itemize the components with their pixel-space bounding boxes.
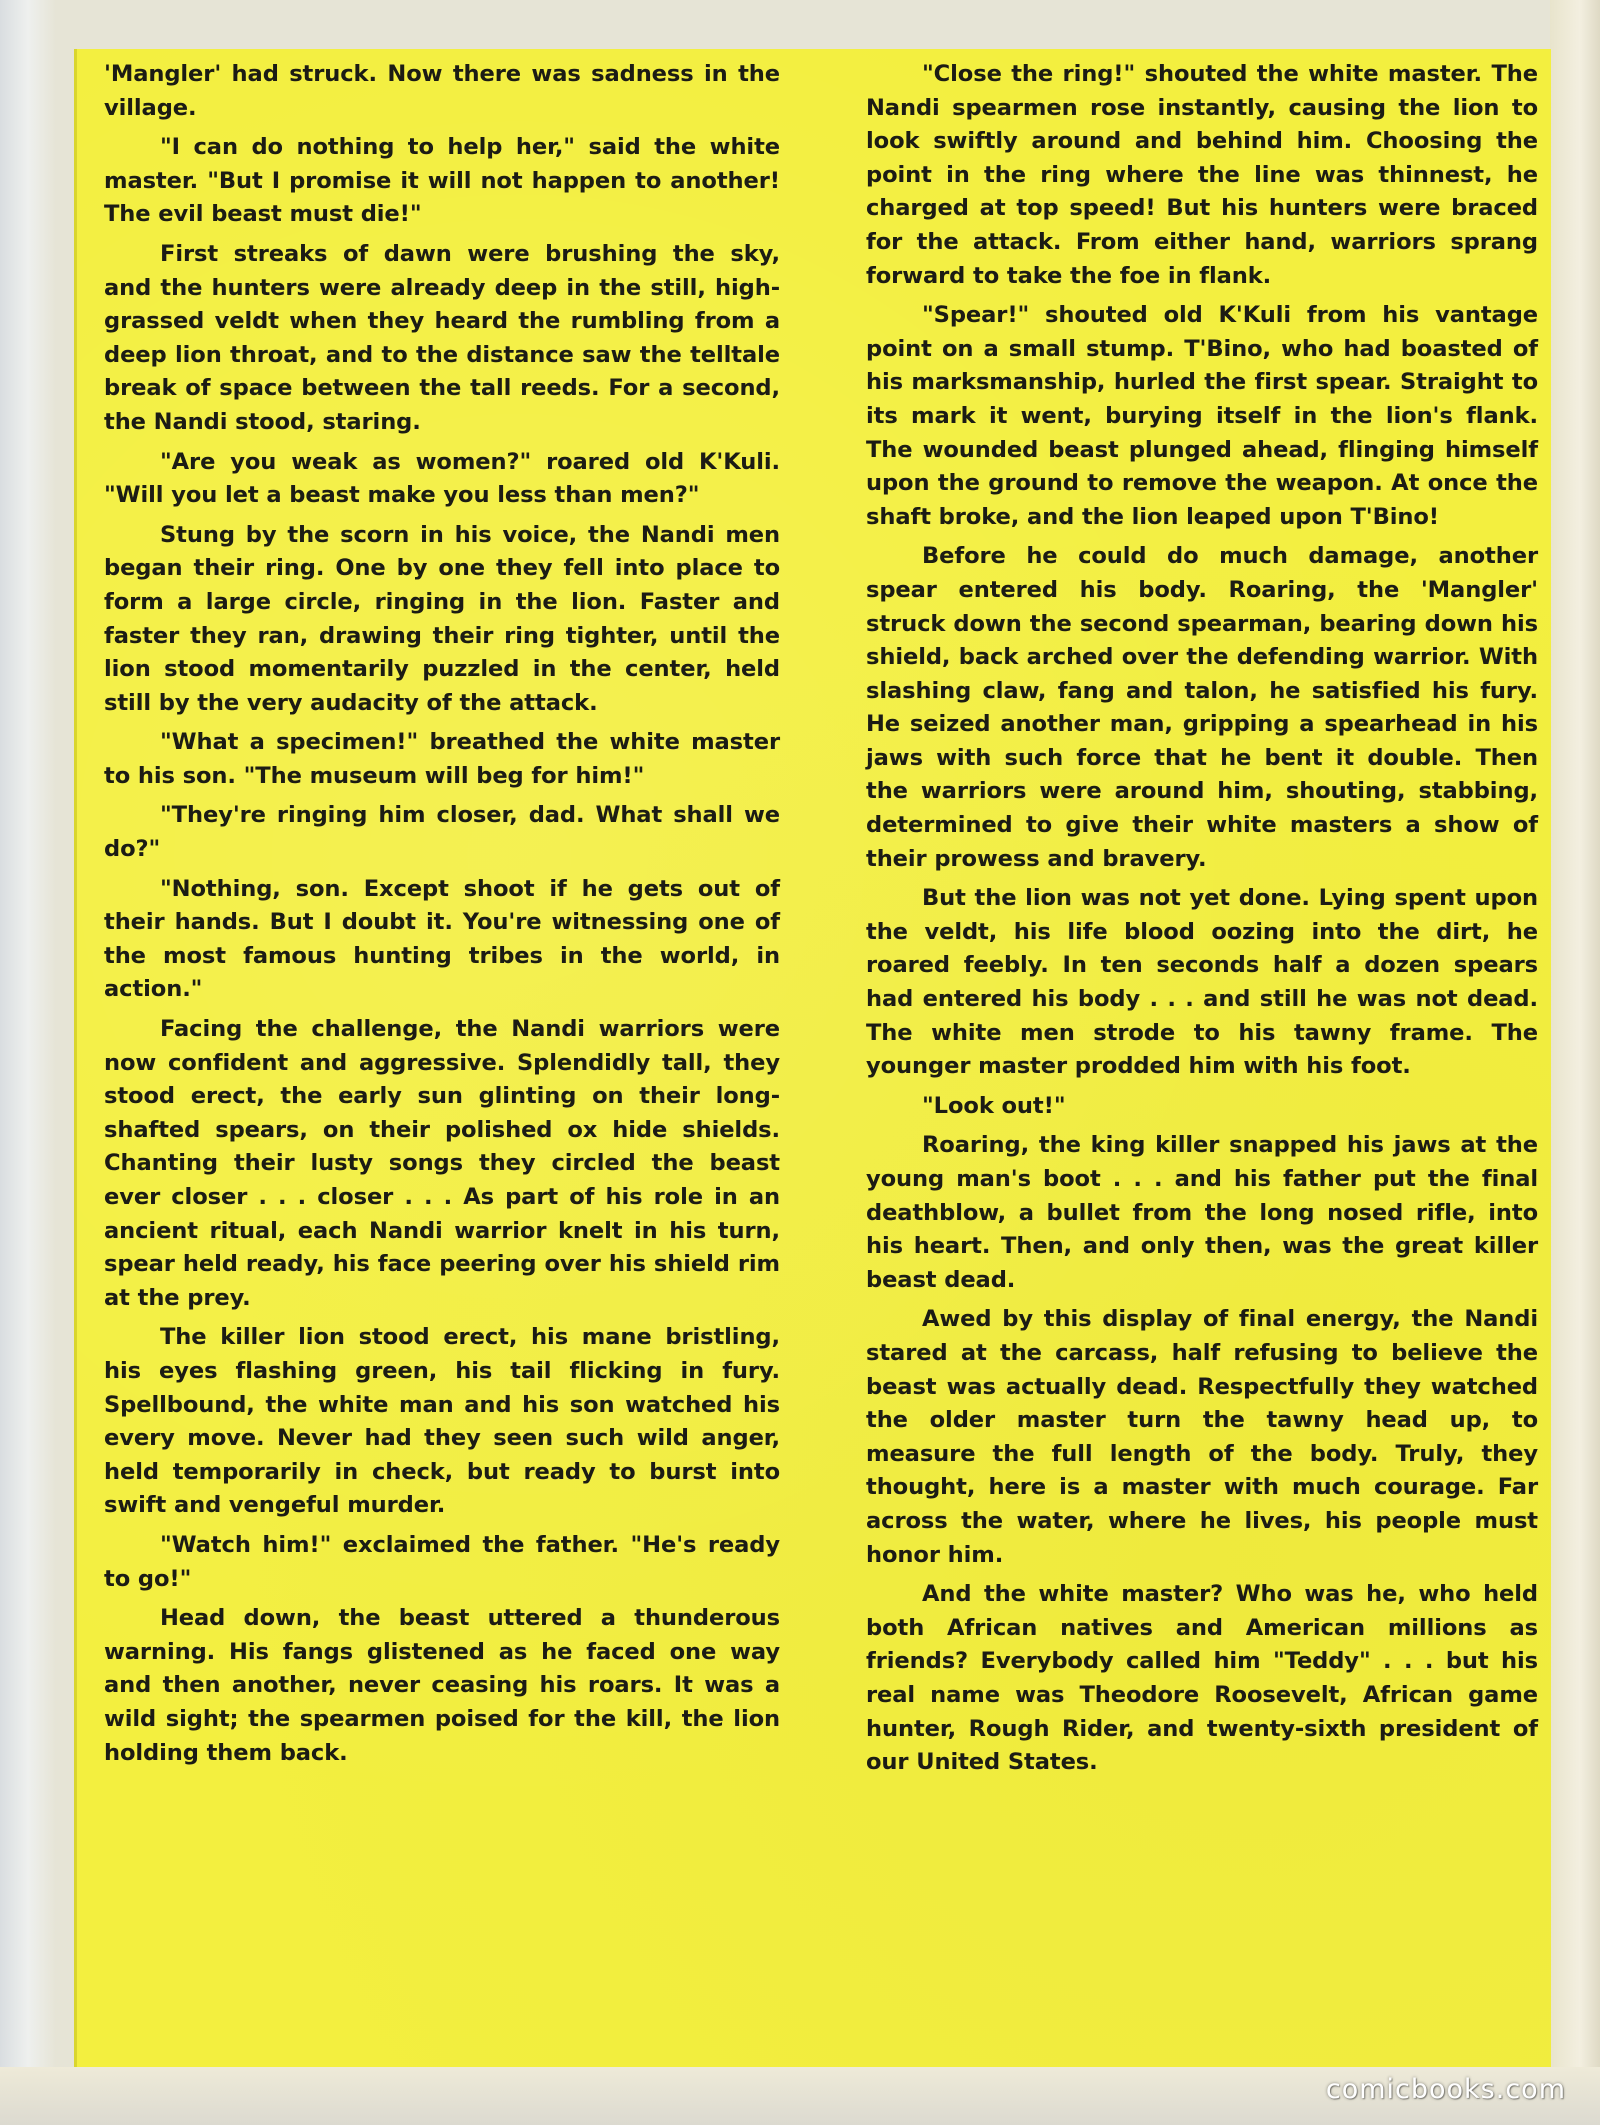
paragraph: Stung by the scorn in his voice, the Nandi men began their ring. One by one they fell into place to form a large circle, ringing in the lion. Faster and faster they ran, drawing their ring tighter, until the lion stood momentarily puzzled in the center, held still by the very audacity of the attack. bbox=[104, 521, 780, 716]
paragraph: "I can do nothing to help her," said the white master. "But I promise it will not happen to another! The evil beast must die!" bbox=[104, 134, 780, 228]
paragraph: Roaring, the king killer snapped his jaws at the young man's boot . . . and his father put the final deathblow, a bullet from the long nosed rifle, into his heart. Then, and only then, was the great killer beast dead. bbox=[866, 1132, 1538, 1293]
right-paper-margin bbox=[1550, 0, 1600, 2125]
paragraph: Before he could do much damage, another spear entered his body. Roaring, the 'Mangler' struck down the second spearman, bearing down his shield, back arched over the defending warrior. With slashing claw, fang and talon, he satisfied his fury. He seized another man, gripping a spearhead in his jaws with such force that he bent it double. Then the warriors were around him, shouting, stabbing, determined to give their white masters a show of their prowess and bravery. bbox=[866, 543, 1538, 872]
paragraph: "Are you weak as women?" roared old K'Kuli. "Will you let a beast make you less than men?" bbox=[104, 448, 780, 509]
paragraph: Awed by this display of final energy, the Nandi stared at the carcass, half refusing to believe the beast was actually dead. Respectfully they watched the older master turn the tawny head up, to measure the full length of the body. Truly, they thought, here is a master with much courage. Far across the water, where he lives, his people must honor him. bbox=[866, 1306, 1538, 1568]
paragraph: "What a specimen!" breathed the white master to his son. "The museum will beg for him!" bbox=[104, 729, 780, 789]
paragraph: But the lion was not yet done. Lying spent upon the veldt, his life blood oozing into the dirt, he roared feebly. In ten seconds half a dozen spears had entered his body . . . and still he was not dead. The white men strode to his tawny frame. The younger master prodded him with his foot. bbox=[866, 885, 1538, 1080]
story-left-column bbox=[104, 58, 780, 1776]
paragraph: "Nothing, son. Except shoot if he gets out of their hands. But I doubt it. You're witnessing one of the most famous hunting tribes in the world, in action." bbox=[104, 875, 780, 1003]
paragraph: First streaks of dawn were brushing the sky, and the hunters were already deep in the still, high-grassed veldt when they heard the rumbling from a deep lion throat, and to the distance saw the telltale break of space between the tall reeds. For a second, the Nandi stood, staring. bbox=[104, 240, 780, 435]
story-right-column bbox=[866, 58, 1538, 1786]
paragraph: "Spear!" shouted old K'Kuli from his vantage point on a small stump. T'Bino, who had boasted of his marksmanship, hurled the first spear. Straight to its mark it went, burying itself in the lion's flank. The wounded beast plunged ahead, flinging himself upon the ground to remove the weapon. At once the shaft broke, and the lion leaped upon T'Bino! bbox=[866, 302, 1538, 530]
paragraph: The killer lion stood erect, his mane bristling, his eyes flashing green, his tail flicking in fury. Spellbound, the white man and his son watched his every move. Never had they seen such wild anger, held temporarily in check, but ready to burst into swift and vengeful murder. bbox=[104, 1324, 780, 1519]
paragraph: And the white master? Who was he, who held both African natives and American millions as friends? Everybody called him "Teddy" . . . but his real name was Theodore Roosevelt, African game hunter, Rough Rider, and twenty-sixth president of our United States. bbox=[866, 1581, 1538, 1776]
paragraph: 'Mangler' had struck. Now there was sadness in the village. bbox=[104, 61, 780, 121]
paragraph: Head down, the beast uttered a thunderous warning. His fangs glistened as he faced one way and then another, never ceasing his roars. It was a wild sight; the spearmen poised for the kill, the lion holding them back. bbox=[104, 1605, 780, 1766]
paragraph: "Look out!" bbox=[922, 1092, 1066, 1119]
paragraph: Facing the challenge, the Nandi warriors were now confident and aggressive. Splendidly tall, they stood erect, the early sun glinting on their long-shafted spears, on their polished ox hide shields. Chanting their lusty songs they circled the beast ever closer . . . closer . . . As part of his role in an ancient ritual, each Nandi warrior knelt in his turn, spear held ready, his face peering over his shield rim at the prey. bbox=[104, 1016, 780, 1311]
paragraph: "Close the ring!" shouted the white master. The Nandi spearmen rose instantly, causing the lion to look swiftly around and behind him. Choosing the point in the ring where the line was thinnest, he charged at top speed! But his hunters were braced for the attack. From either hand, warriors sprang forward to take the foe in flank. bbox=[866, 61, 1538, 289]
paragraph: "They're ringing him closer, dad. What shall we do?" bbox=[104, 802, 780, 863]
site-watermark: comicbooks.com bbox=[1325, 2074, 1566, 2105]
paragraph: "Watch him!" exclaimed the father. "He's ready to go!" bbox=[104, 1531, 780, 1592]
